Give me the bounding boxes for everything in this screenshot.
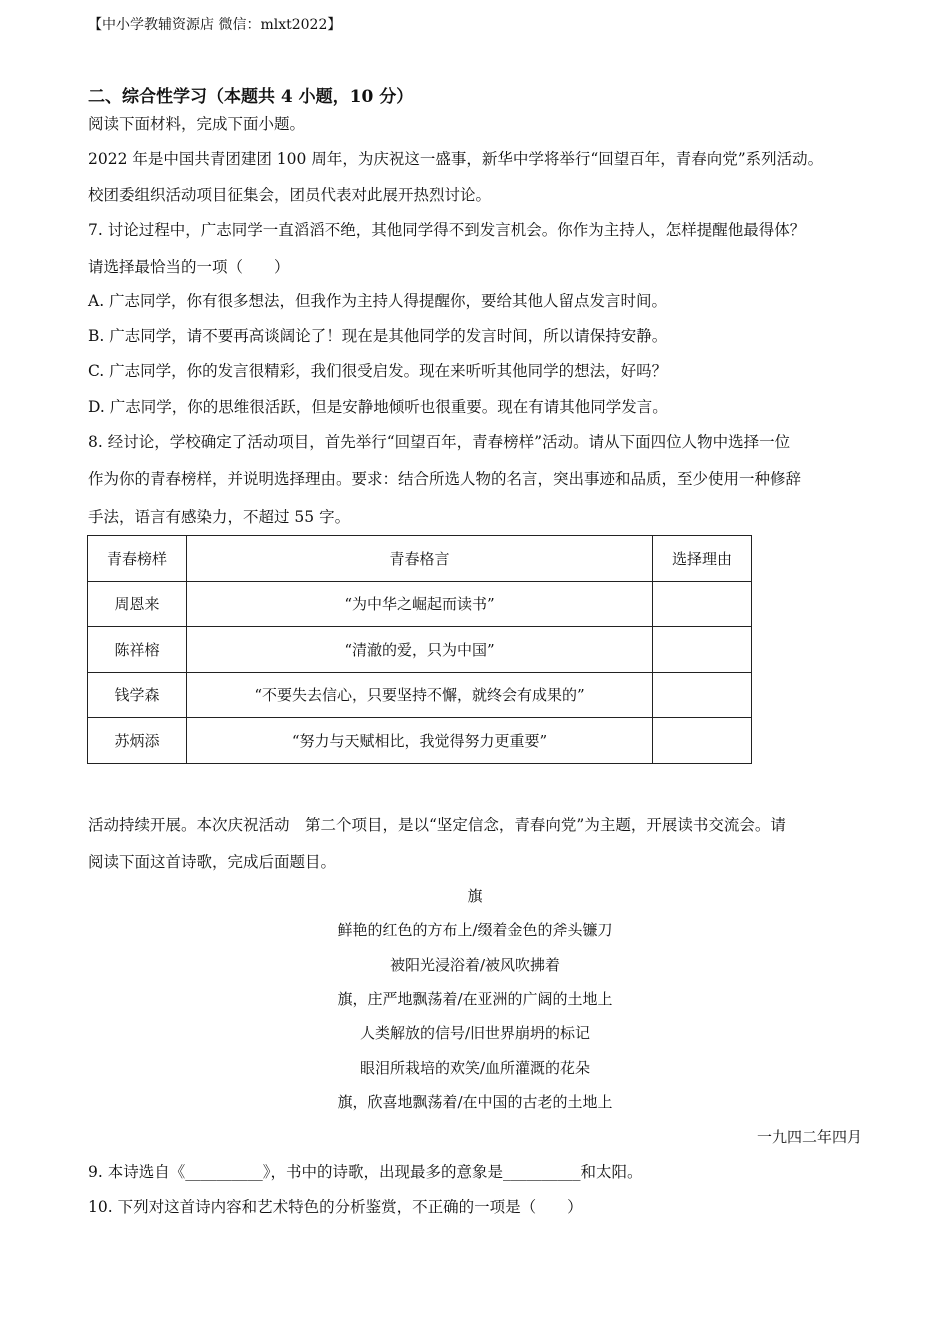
table-cell-person: 苏炳添 (88, 718, 187, 764)
table-cell-person: 陈祥榕 (88, 627, 187, 673)
q7-option-d: D. 广志同学，你的思维很活跃，但是安静地倾听也很重要。现在有请其他同学发言。 (88, 398, 668, 416)
q8-stem-1: 8. 经讨论，学校确定了活动项目，首先举行“回望百年，青春榜样”活动。请从下面四位人物中选择一位 (88, 433, 791, 451)
activity-line-1: 活动持续开展。本次庆祝活动 第二个项目，是以“坚定信念，青春向党”为主题，开展读书交流会。请 (88, 816, 786, 834)
intro-line-3: 校团委组织活动项目征集会，团员代表对此展开热烈讨论。 (88, 186, 492, 204)
table-cell-motto: “不要失去信心，只要坚持不懈，就终会有成果的” (187, 672, 653, 718)
q8-stem-3: 手法，语言有感染力，不超过 55 字。 (88, 508, 351, 526)
q7-option-b: B. 广志同学，请不要再高谈阔论了！现在是其他同学的发言时间，所以请保持安静。 (88, 327, 668, 345)
q10-stem: 10. 下列对这首诗内容和艺术特色的分析鉴赏，不正确的一项是（ ） (88, 1198, 583, 1216)
poem-line-1: 鲜艳的红色的方布上/缀着金色的斧头镰刀 (337, 921, 613, 939)
poem-line-5: 眼泪所栽培的欢笑/血所灌溉的花朵 (359, 1059, 591, 1077)
table-header-cell: 青春榜样 (88, 536, 187, 582)
table-cell-reason[interactable] (653, 672, 752, 718)
table-cell-motto: “努力与天赋相比，我觉得努力更重要” (187, 718, 653, 764)
table-row (88, 581, 752, 627)
section-title: 二、综合性学习（本题共 4 小题，10 分） (88, 87, 414, 107)
page-header: 【中小学教辅资源店 微信：mlxt2022】 (88, 17, 342, 33)
table-row (88, 718, 752, 764)
q7-option-a: A. 广志同学，你有很多想法，但我作为主持人得提醒你，要给其他人留点发言时间。 (88, 292, 668, 310)
q9-stem: 9. 本诗选自《__________》，书中的诗歌，出现最多的意象是__________和太阳。 (88, 1163, 643, 1181)
intro-line-2: 2022 年是中国共青团建团 100 周年，为庆祝这一盛事，新华中学将举行“回望百年，青春向党”系列活动。 (88, 150, 824, 168)
table-row (88, 627, 752, 673)
poem-date: 一九四二年四月 (756, 1128, 862, 1146)
q7-stem-2: 请选择最恰当的一项（ ） (88, 258, 290, 276)
table-cell-person: 周恩来 (88, 581, 187, 627)
table-header-cell: 青春格言 (187, 536, 653, 582)
role-model-table (87, 535, 752, 764)
table-cell-motto: “清澈的爱，只为中国” (187, 627, 653, 673)
table-cell-person: 钱学森 (88, 672, 187, 718)
table-header-row (88, 536, 752, 582)
table-cell-reason[interactable] (653, 581, 752, 627)
table-cell-motto: “为中华之崛起而读书” (187, 581, 653, 627)
table-cell-reason[interactable] (653, 627, 752, 673)
poem-line-4: 人类解放的信号/旧世界崩坍的标记 (359, 1024, 591, 1042)
q7-option-c: C. 广志同学，你的发言很精彩，我们很受启发。现在来听听其他同学的想法，好吗？ (88, 362, 668, 380)
q8-stem-2: 作为你的青春榜样，并说明选择理由。要求：结合所选人物的名言，突出事迹和品质，至少使用一种修辞 (88, 470, 802, 488)
poem-line-3: 旗，庄严地飘荡着/在亚洲的广阔的土地上 (337, 990, 613, 1008)
poem-line-6: 旗，欣喜地飘荡着/在中国的古老的土地上 (337, 1093, 613, 1111)
table-row (88, 672, 752, 718)
poem-line-2: 被阳光浸浴着/被风吹拂着 (389, 956, 561, 974)
poem-title: 旗 (467, 887, 483, 905)
q7-stem-1: 7. 讨论过程中，广志同学一直滔滔不绝，其他同学得不到发言机会。你作为主持人，怎样提醒他最得体？ (88, 221, 806, 239)
table-cell-reason[interactable] (653, 718, 752, 764)
intro-line-1: 阅读下面材料，完成下面小题。 (88, 115, 306, 133)
table-header-cell: 选择理由 (653, 536, 752, 582)
activity-line-2: 阅读下面这首诗歌，完成后面题目。 (88, 853, 337, 871)
